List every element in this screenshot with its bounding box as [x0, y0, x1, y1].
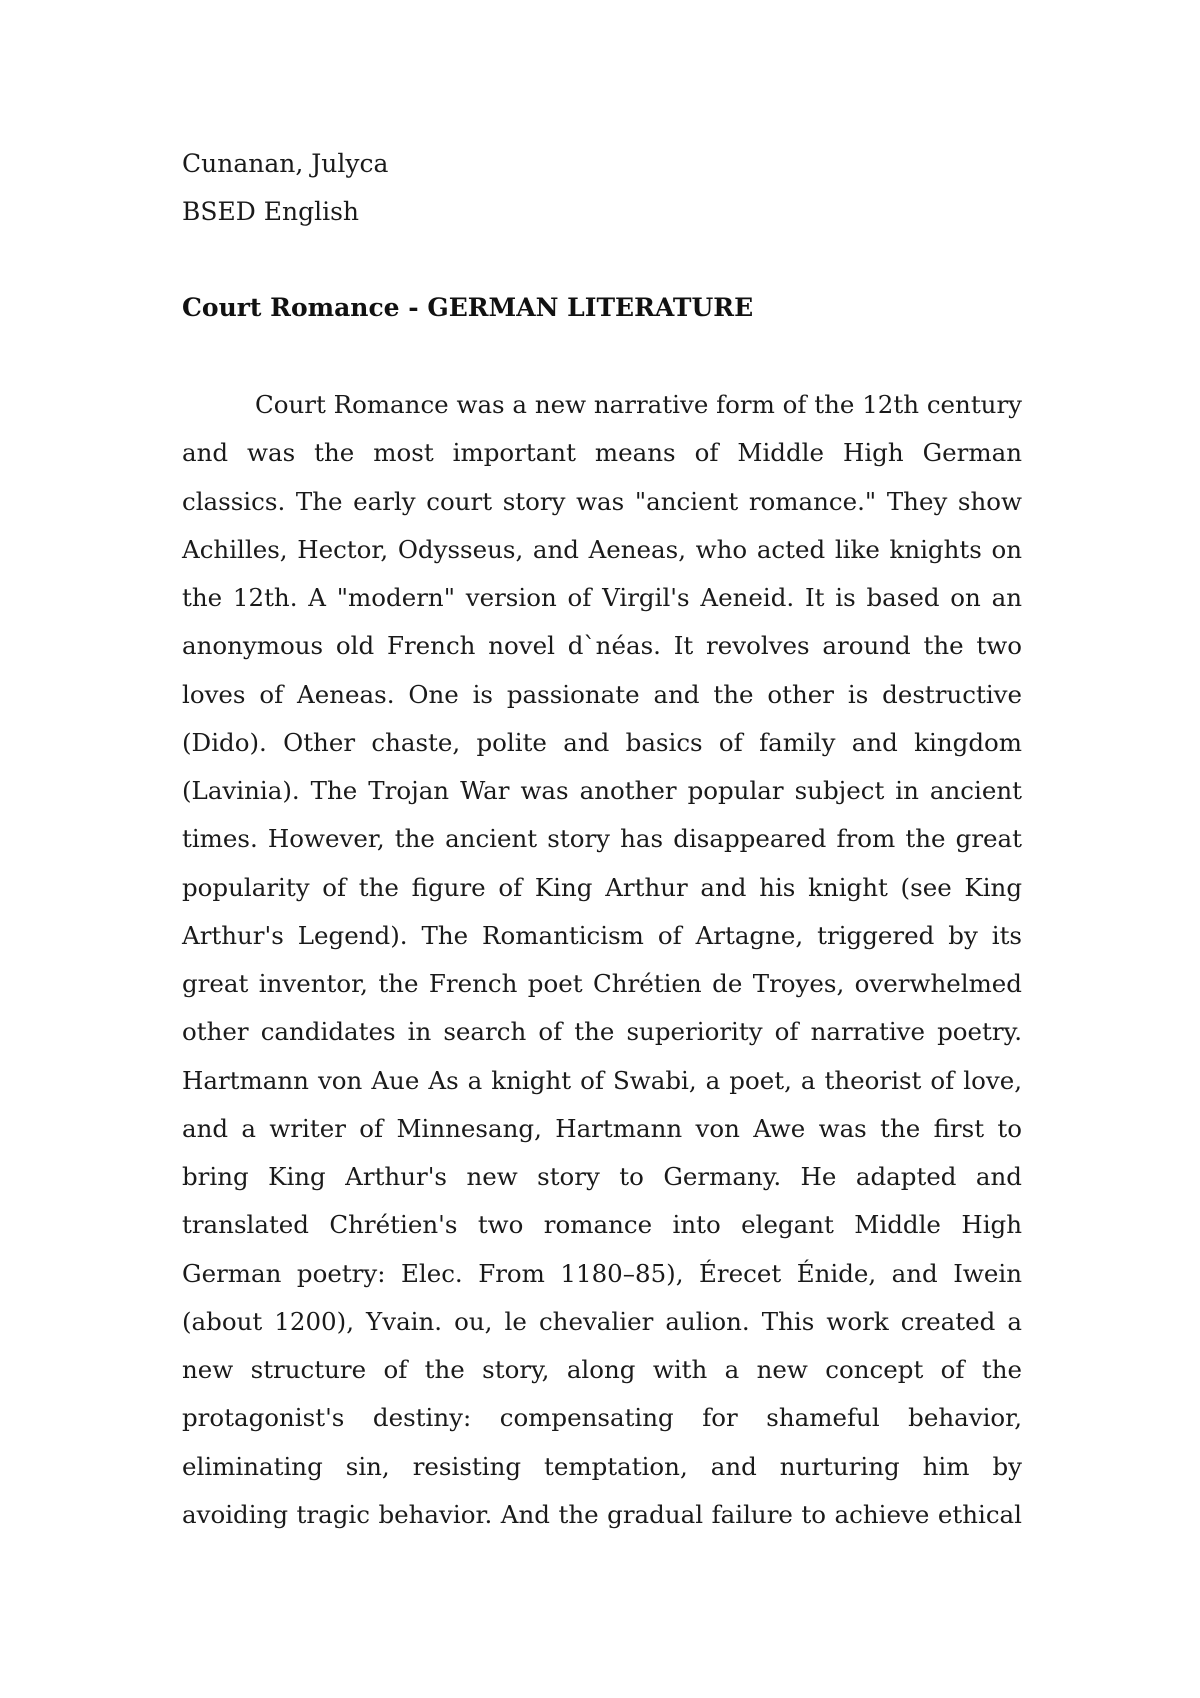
- paragraph-line: anonymous old French novel d`néas. It revolves around the two: [182, 631, 1022, 661]
- paragraph-line: new structure of the story, along with a new concept of the: [182, 1355, 1022, 1384]
- paragraph-line: classics. The early court story was "ancient romance." They show: [182, 486, 1022, 516]
- paragraph-line: bring King Arthur's new story to Germany. He adapted and: [182, 1162, 1022, 1191]
- author-course: BSED English: [182, 197, 360, 226]
- paragraph-line: avoiding tragic behavior. And the gradual failure to achieve ethical: [182, 1499, 1022, 1529]
- paragraph-line: and a writer of Minnesang, Hartmann von Awe was the first to: [182, 1113, 1022, 1143]
- paragraph-line: protagonist's destiny: compensating for shameful behavior,: [182, 1403, 1022, 1433]
- paragraph-line: German poetry: Elec. From 1180–85), Érecet Énide, and Iwein: [182, 1258, 1022, 1288]
- paragraph-line: (about 1200), Yvain. ou, le chevalier aulion. This work created a: [182, 1306, 1022, 1336]
- paragraph-line: great inventor, the French poet Chrétien de Troyes, overwhelmed: [182, 969, 1022, 998]
- paragraph-line: Court Romance was a new narrative form of the 12th century: [255, 390, 1022, 419]
- paragraph-line: Arthur's Legend). The Romanticism of Artagne, triggered by its: [182, 920, 1022, 950]
- paragraph-line: other candidates in search of the superiority of narrative poetry.: [182, 1017, 1022, 1047]
- paragraph-line: popularity of the figure of King Arthur and his knight (see King: [182, 872, 1022, 902]
- paragraph-line: times. However, the ancient story has disappeared from the great: [182, 824, 1022, 854]
- body-paragraph: [182, 381, 1022, 1539]
- paragraph-line: translated Chrétien's two romance into elegant Middle High: [182, 1210, 1022, 1240]
- paragraph-line: (Lavinia). The Trojan War was another popular subject in ancient: [182, 776, 1022, 805]
- author-name: Cunanan, Julyca: [182, 149, 389, 178]
- paragraph-line: and was the most important means of Middle High German: [182, 438, 1022, 468]
- paragraph-line: eliminating sin, resisting temptation, and nurturing him by: [182, 1451, 1022, 1481]
- document-header: [182, 140, 1022, 236]
- paragraph-line: (Dido). Other chaste, polite and basics of family and kingdom: [182, 727, 1022, 757]
- paragraph-line: loves of Aeneas. One is passionate and the other is destructive: [182, 679, 1022, 709]
- document-title: Court Romance - GERMAN LITERATURE: [182, 293, 754, 322]
- paragraph-line: Hartmann von Aue As a knight of Swabi, a poet, a theorist of love,: [182, 1065, 1022, 1095]
- paragraph-line: the 12th. A "modern" version of Virgil's Aeneid. It is based on an: [182, 583, 1022, 612]
- paragraph-line: Achilles, Hector, Odysseus, and Aeneas, who acted like knights on: [182, 534, 1022, 564]
